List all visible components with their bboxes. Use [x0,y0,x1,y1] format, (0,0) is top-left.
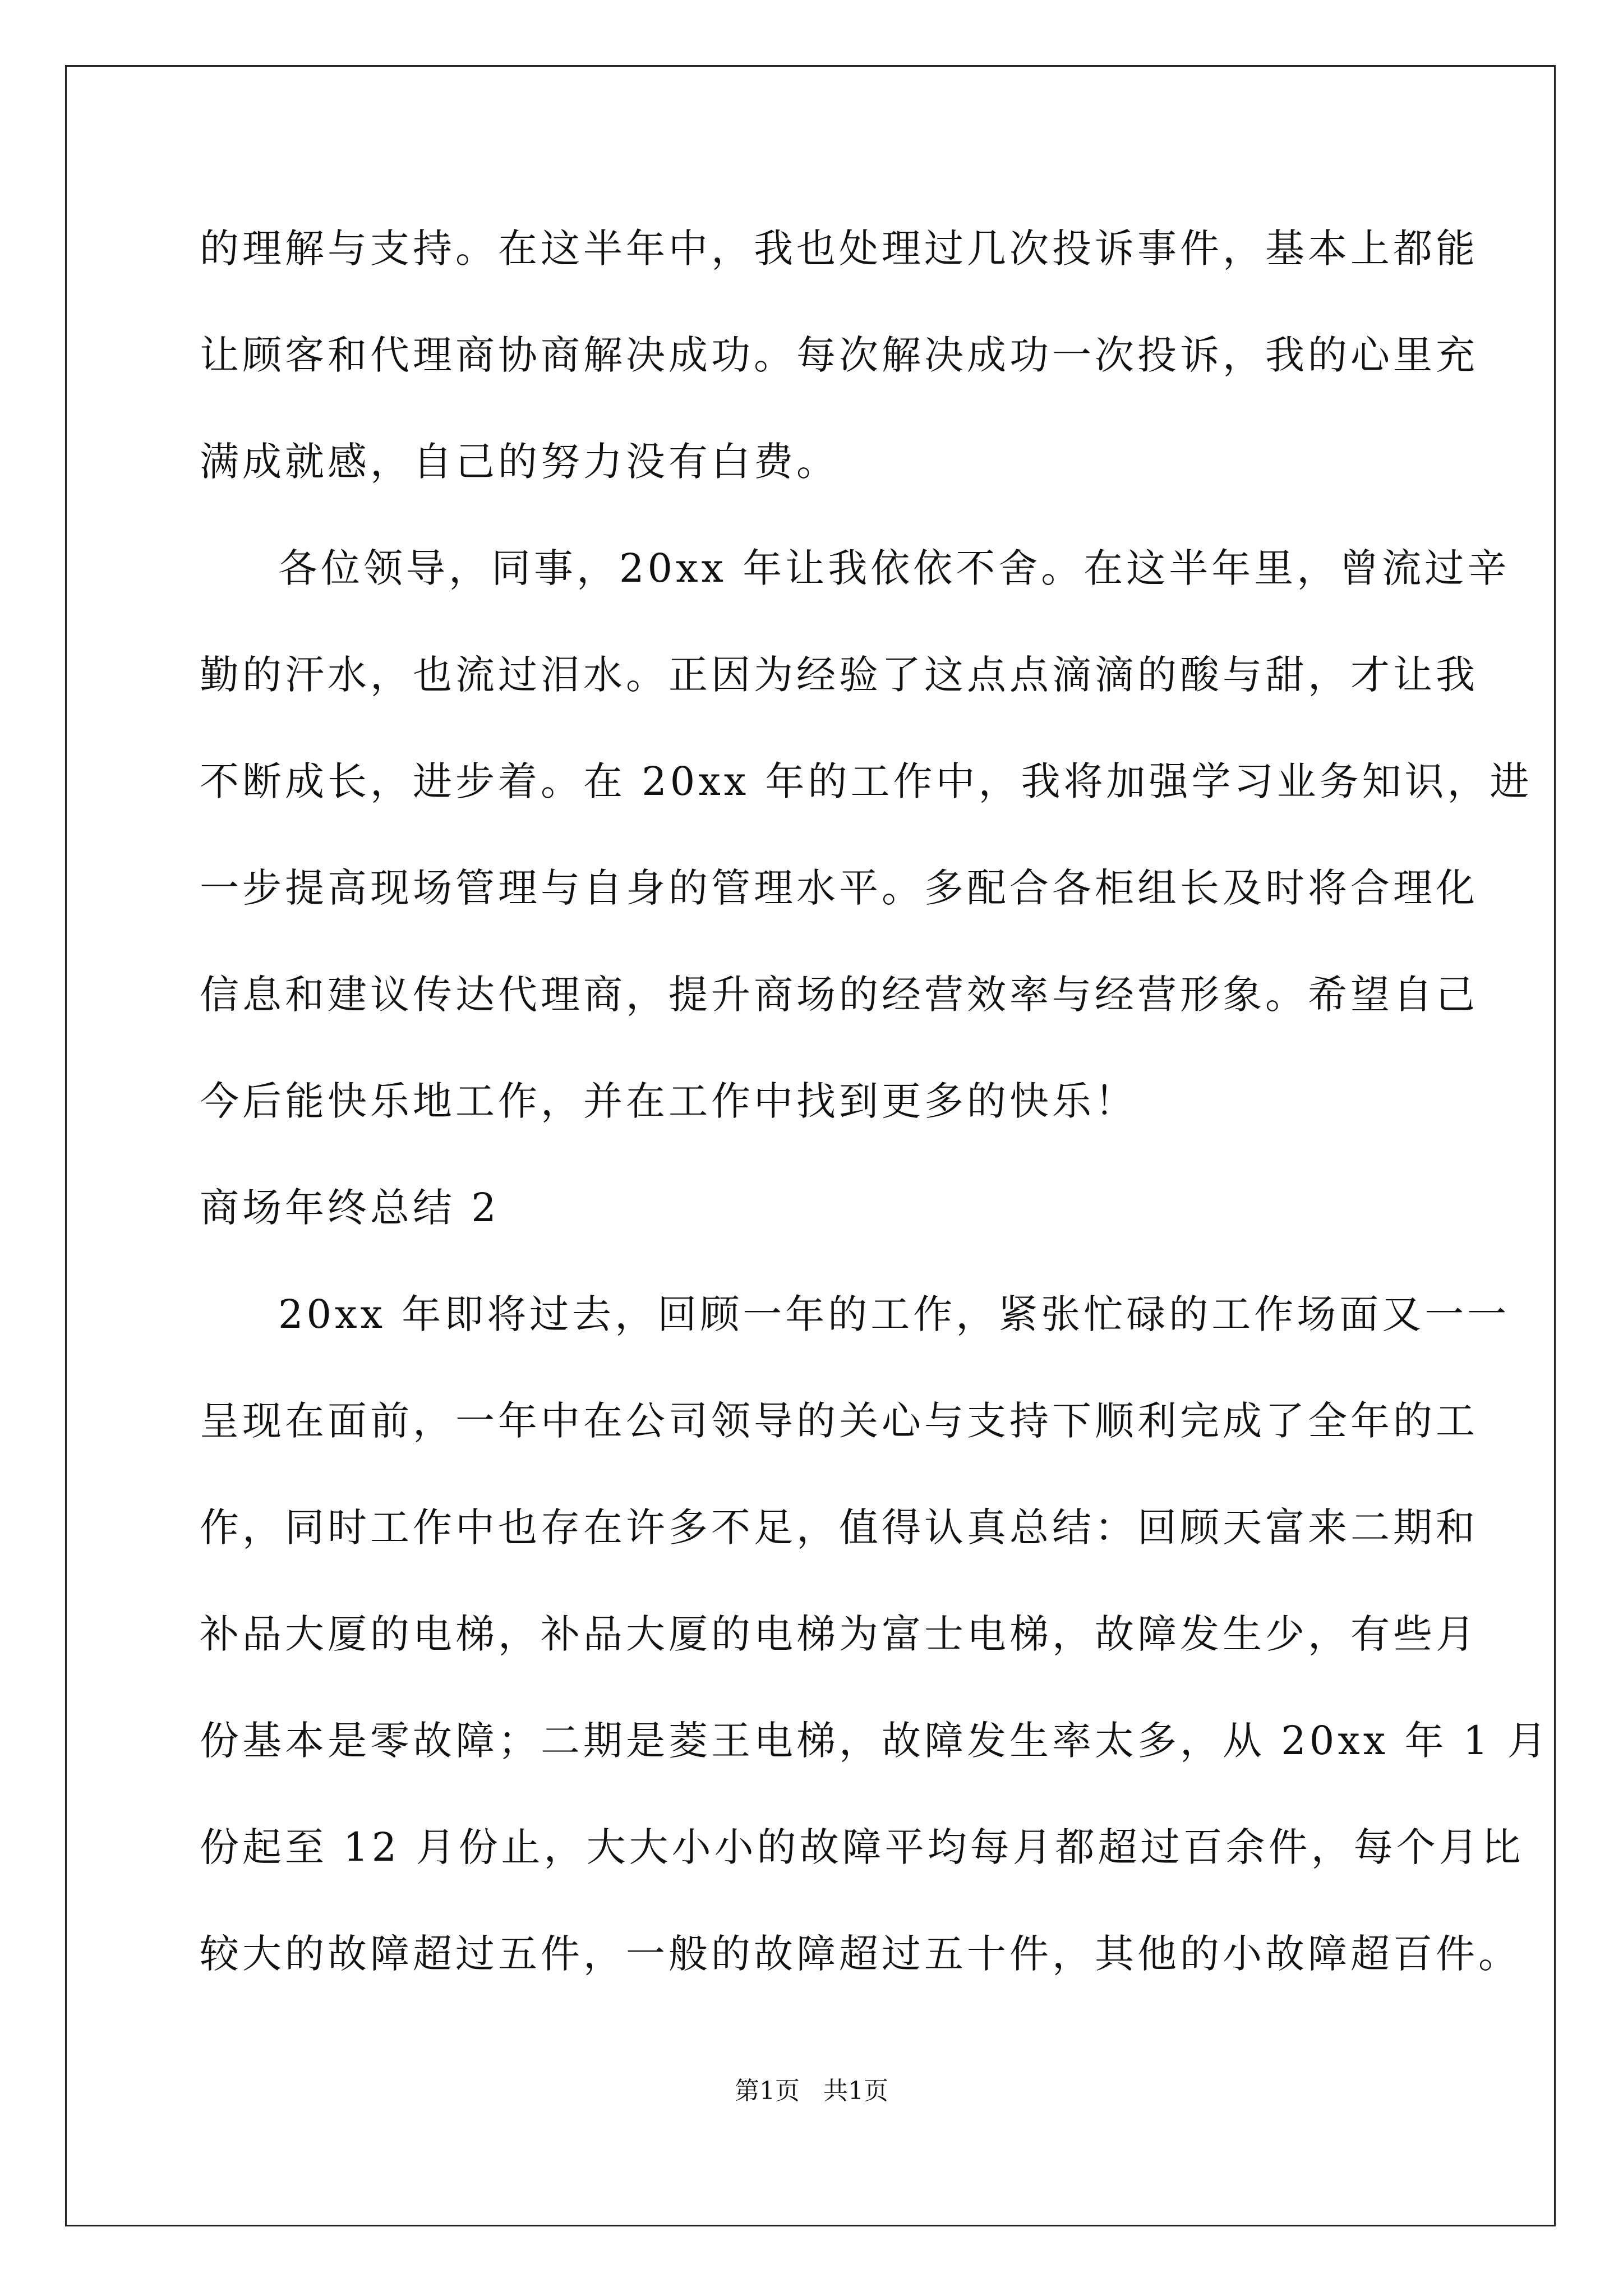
text-line: 今后能快乐地工作，并在工作中找到更多的快乐！ [200,1078,1137,1124]
text-line: 补品大厦的电梯，补品大厦的电梯为富士电梯，故障发生少，有些月 [200,1611,1478,1657]
text-line: 各位领导，同事，20xx 年让我依依不舍。在这半年里，曾流过辛 [278,545,1510,591]
page-border [65,65,1556,2226]
text-line: 呈现在面前，一年中在公司领导的关心与支持下顺利完成了全年的工 [200,1398,1478,1444]
text-line: 勤的汗水，也流过泪水。正因为经验了这点点滴滴的酸与甜，才让我 [200,652,1478,698]
text-line: 份起至 12 月份止，大大小小的故障平均每月都超过百余件，每个月比 [200,1824,1524,1870]
text-line: 满成就感，自己的努力没有白费。 [200,439,839,485]
text-line: 作，同时工作中也存在许多不足，值得认真总结：回顾天富来二期和 [200,1504,1478,1550]
text-line: 的理解与支持。在这半年中，我也处理过几次投诉事件，基本上都能 [200,226,1478,272]
text-line: 信息和建议传达代理商，提升商场的经营效率与经营形象。希望自己 [200,972,1478,1018]
text-line: 20xx 年即将过去，回顾一年的工作，紧张忙碌的工作场面又一一 [278,1291,1510,1337]
section-heading: 商场年终总结 2 [200,1185,500,1231]
text-line: 一步提高现场管理与自身的管理水平。多配合各柜组长及时将合理化 [200,865,1478,911]
text-line: 让顾客和代理商协商解决成功。每次解决成功一次投诉，我的心里充 [200,332,1478,378]
text-line: 较大的故障超过五件，一般的故障超过五十件，其他的小故障超百件。 [200,1931,1521,1977]
text-line: 份基本是零故障；二期是菱王电梯，故障发生率太多，从 20xx 年 1 月 [200,1718,1550,1764]
text-line: 不断成长，进步着。在 20xx 年的工作中，我将加强学习业务知识，进 [200,758,1533,804]
page-footer: 第1页 共1页 [735,2077,888,2105]
